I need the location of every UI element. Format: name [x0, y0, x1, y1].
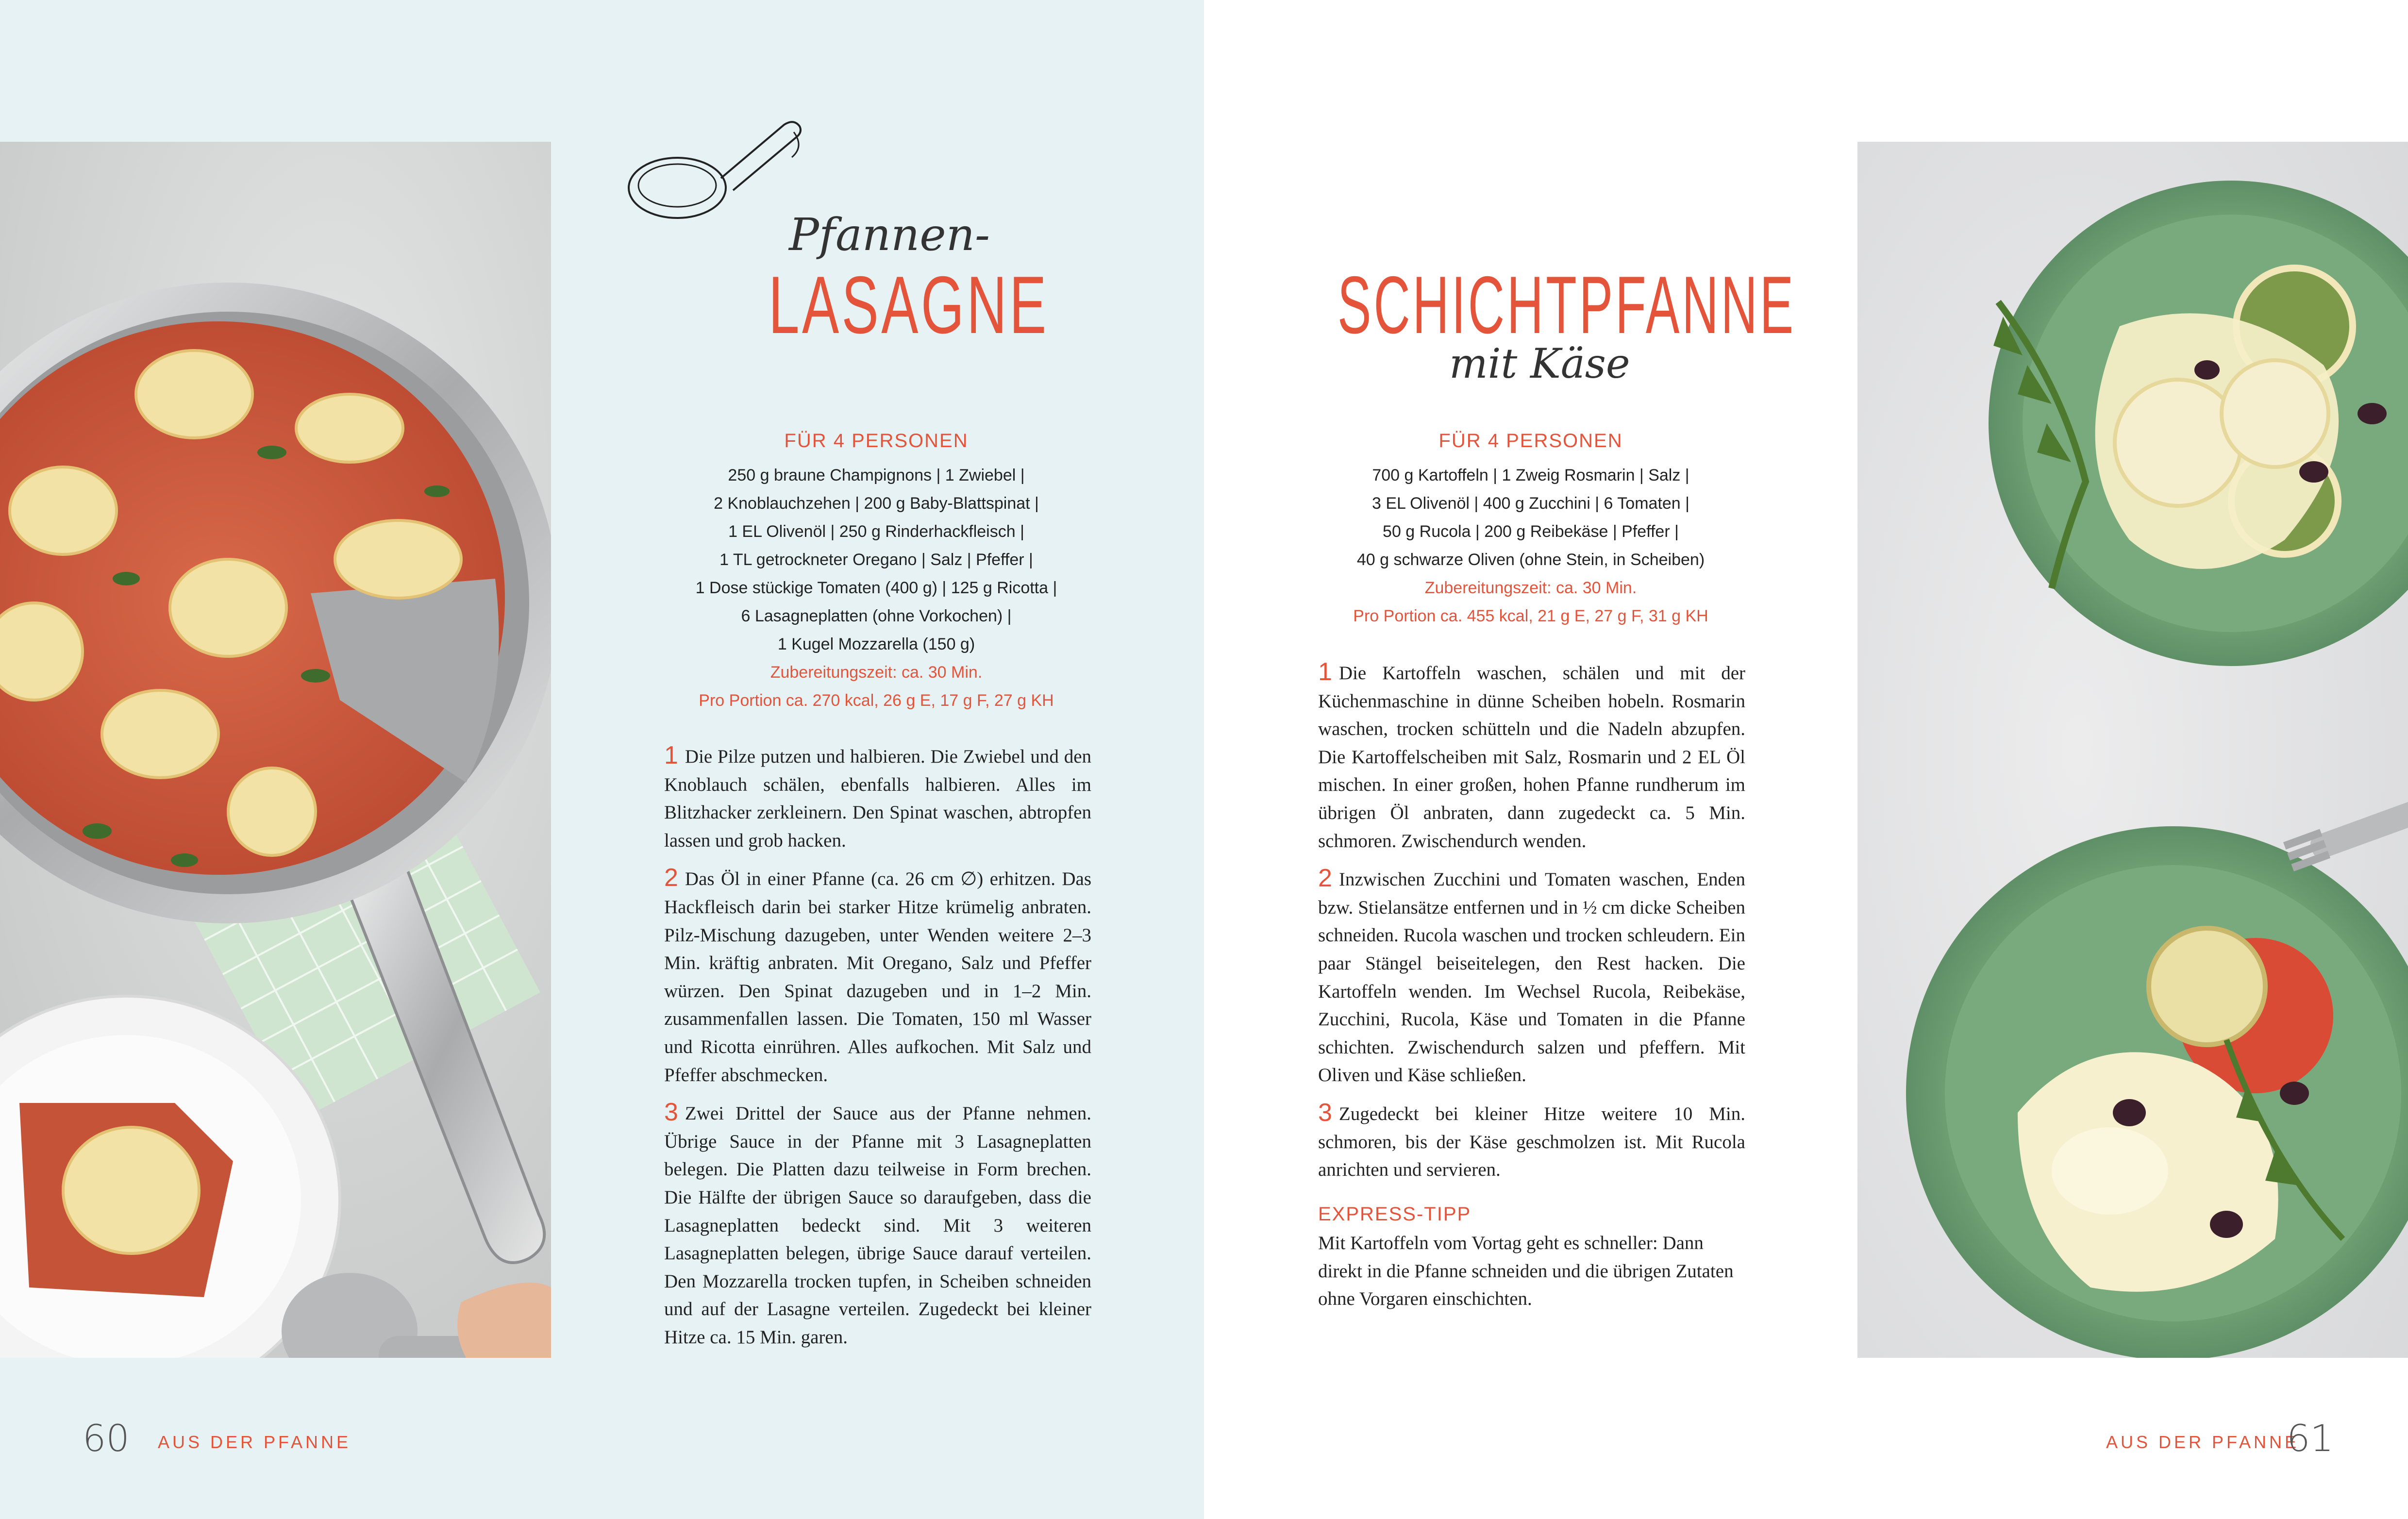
step-2 [664, 865, 1091, 1089]
right-ingredients [1312, 461, 1749, 630]
step-text: Die Kartoffeln waschen, schälen und mit der Küchenmaschine in dünne Scheiben hobeln. Rosmarin waschen, trocken schütteln und die Nadeln abzupfen. Die Kartoffelscheiben mit Salz, Rosmarin und 2 EL Öl mischen. In einer großen, hohen Pfanne rundherum im übrigen Öl anbraten, dann zugedeckt ca. 5 Min. schmoren. Zwischendurch wenden. [1318, 663, 1745, 851]
ingredient-line: 1 Dose stückige Tomaten (400 g) | 125 g Ricotta | [695, 579, 1057, 597]
section-label-right: AUS DER PFANNE [2106, 1432, 2300, 1452]
step-number: 1 [1318, 658, 1332, 686]
ingredient-line: 250 g braune Champignons | 1 Zwiebel | [728, 466, 1025, 484]
step-number: 2 [1318, 864, 1332, 893]
nutrition-info: Pro Portion ca. 455 kcal, 21 g E, 27 g F, 31 g KH [1353, 607, 1708, 625]
left-ingredients [658, 461, 1095, 715]
ingredient-line: 3 EL Olivenöl | 400 g Zucchini | 6 Tomaten | [1372, 494, 1689, 513]
step-3 [664, 1100, 1091, 1351]
step-1 [1318, 659, 1745, 855]
step-text: Zwei Drittel der Sauce aus der Pfanne nehmen. Übrige Sauce in der Pfanne mit 3 Lasagneplatten belegen. Die Platten dazu teilweise in Form brechen. Die Hälfte der übrigen Sauce so daraufgeben, dass die Lasagneplatten bedeckt sind. Mit 3 weiteren Lasagneplatten belegen, übrige Sauce darauf verteilen. Den Mozzarella trocken tupfen, in Scheiben schneiden und auf der Lasagne verteilen. Zugedeckt bei kleiner Hitze ca. 15 Min. garen. [664, 1103, 1091, 1348]
prep-time: Zubereitungszeit: ca. 30 Min. [1424, 579, 1637, 597]
step-text: Zugedeckt bei kleiner Hitze weitere 10 Min. schmoren, bis der Käse geschmolzen ist. Mit Rucola anrichten und servieren. [1318, 1103, 1745, 1181]
step-text: Inzwischen Zucchini und Tomaten waschen, Enden bzw. Stielansätze entfernen und in ½ cm dicke Scheiben schneiden. Rucola waschen und trocken schleudern. Ein paar Stängel beiseitelegen, den Rest hacken. Die Kartoffeln wenden. Im Wechsel Rucola, Reibekäse, Zucchini, Rucola, Käse und Tomaten in die Pfanne schichten. Zwischendurch salzen und pfeffern. Mit Oliven und Käse schließen. [1318, 869, 1745, 1086]
prep-time: Zubereitungszeit: ca. 30 Min. [770, 663, 983, 682]
ingredient-line: 2 Knoblauchzehen | 200 g Baby-Blattspinat | [714, 494, 1039, 513]
step-2 [1318, 866, 1745, 1089]
tip-text: Mit Kartoffeln vom Vortag geht es schneller: Dann direkt in die Pfanne schneiden und die übrigen Zutaten ohne Vorgaren einschichten. [1318, 1233, 1734, 1310]
step-1 [664, 743, 1091, 854]
left-title-script: Pfannen- [789, 209, 990, 261]
schichtpfanne-photo [1857, 142, 2408, 1358]
page-number-left: 60 [83, 1417, 130, 1460]
step-3 [1318, 1100, 1745, 1184]
right-steps [1318, 659, 1745, 1324]
ingredient-line: 700 g Kartoffeln | 1 Zweig Rosmarin | Salz | [1372, 466, 1689, 484]
right-persons: FÜR 4 PERSONEN [1438, 430, 1623, 451]
page-number-right: 61 [2287, 1417, 2334, 1460]
right-title-main: SCHICHTPFANNE [1338, 259, 1796, 351]
ingredient-line: 40 g schwarze Oliven (ohne Stein, in Scheiben) [1356, 551, 1705, 569]
step-number: 3 [1318, 1098, 1332, 1127]
schichtpfanne-photo-illustration [1857, 142, 2408, 1358]
ingredient-line: 6 Lasagneplatten (ohne Vorkochen) | [741, 607, 1012, 625]
ingredient-line: 1 Kugel Mozzarella (150 g) [777, 635, 975, 653]
nutrition-info: Pro Portion ca. 270 kcal, 26 g E, 17 g F, 27 g KH [699, 691, 1054, 710]
left-title-main: LASAGNE [769, 259, 1049, 351]
tip-title: EXPRESS-TIPP [1318, 1203, 1472, 1225]
lasagne-photo [0, 142, 551, 1358]
ingredient-line: 50 g Rucola | 200 g Reibekäse | Pfeffer | [1383, 522, 1679, 541]
step-number: 2 [664, 864, 678, 892]
step-number: 3 [664, 1098, 678, 1127]
right-title-script: mit Käse [1449, 340, 1630, 387]
lasagne-photo-illustration [0, 142, 551, 1358]
step-number: 1 [664, 741, 678, 769]
ingredient-line: 1 EL Olivenöl | 250 g Rinderhackfleisch | [728, 522, 1024, 541]
ingredient-line: 1 TL getrockneter Oregano | Salz | Pfeffer | [719, 551, 1033, 569]
section-label-left: AUS DER PFANNE [158, 1432, 351, 1452]
step-text: Das Öl in einer Pfanne (ca. 26 cm ∅) erhitzen. Das Hackfleisch darin bei starker Hitze krümelig anbraten. Pilz-Mischung dazugeben, unter Wenden weitere 2–3 Min. kräftig anbraten. Mit Oregano, Salz und Pfeffer würzen. Den Spinat dazugeben und in 1–2 Min. zusammenfallen lassen. Die Tomaten, 150 ml Wasser und Ricotta einrühren. Alles aufkochen. Mit Salz und Pfeffer abschmecken. [664, 868, 1091, 1085]
left-steps [664, 743, 1091, 1362]
step-text: Die Pilze putzen und halbieren. Die Zwiebel und den Knoblauch schälen, ebenfalls halbieren. Alles im Blitzhacker zerkleinern. Den Spinat waschen, abtropfen lassen und grob hacken. [664, 746, 1091, 851]
left-persons: FÜR 4 PERSONEN [784, 430, 969, 451]
